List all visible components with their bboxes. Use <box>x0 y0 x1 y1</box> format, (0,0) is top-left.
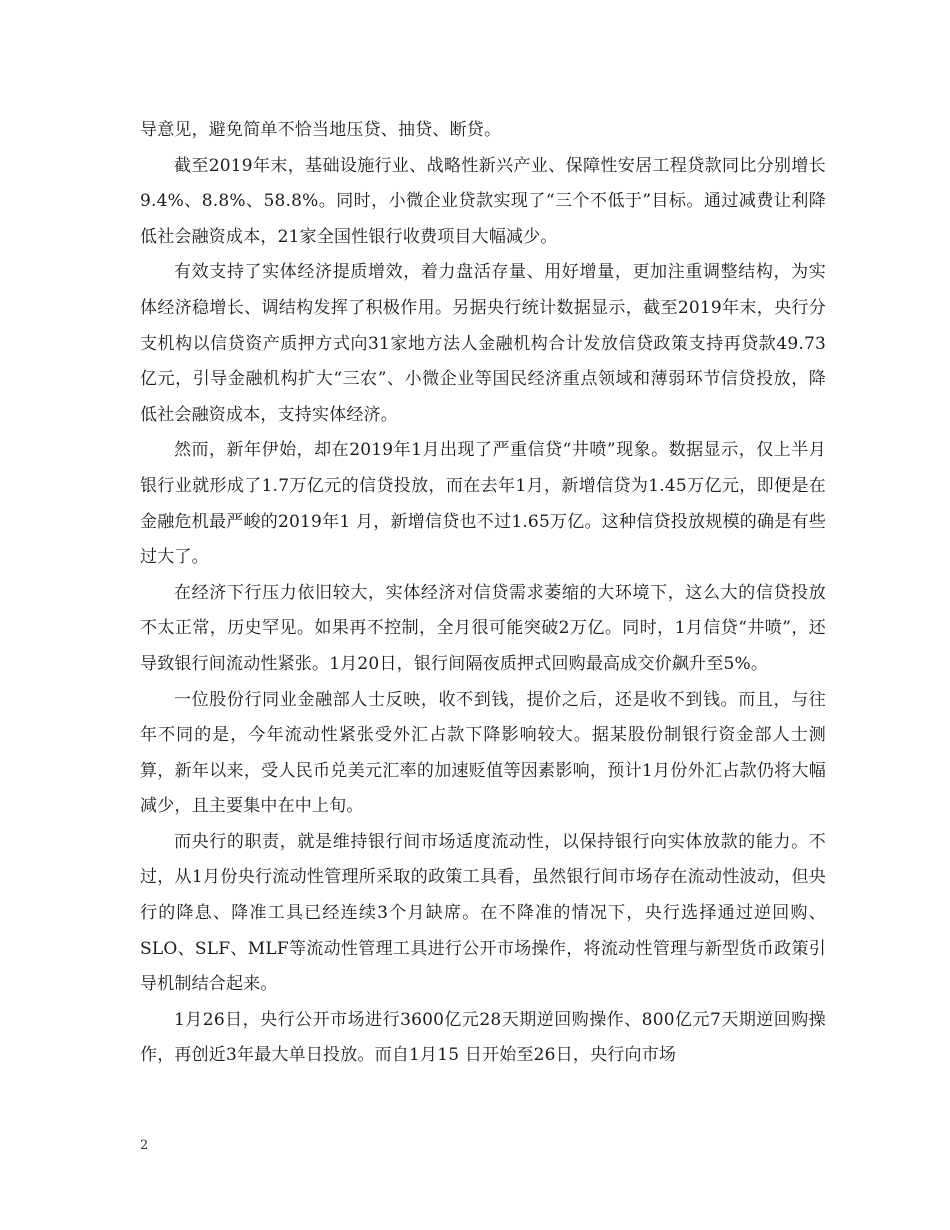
paragraph-3: 有效支持了实体经济提质增效，着力盘活存量、用好增量，更加注重调整结构，为实体经济稳增长、调结构发挥了积极作用。另据央行统计数据显示，截至2019年末，央行分支机构以信贷资产质押方式向31家地方法人金融机构合计发放信贷政策支持再贷款49.73亿元，引导金融机构扩大“三农”、小微企业等国民经济重点领域和薄弱环节信贷投放，降低社会融资成本，支持实体经济。 <box>140 262 826 425</box>
document-body <box>140 113 826 1074</box>
paragraph-4: 然而，新年伊始，却在2019年1月出现了严重信贷“井喷”现象。数据显示，仅上半月银行业就形成了1.7万亿元的信贷投放，而在去年1月，新增信贷为1.45万亿元，即便是在金融危机最严峻的2019年1 月，新增信贷也不过1.65万亿。这种信贷投放规模的确是有些过大了。 <box>140 440 826 568</box>
page-number: 2 <box>140 1138 149 1153</box>
paragraph-1: 导意见，避免简单不恰当地压贷、抽贷、断贷。 <box>140 120 502 140</box>
paragraph-8: 1月26日，央行公开市场进行3600亿元28天期逆回购操作、800亿元7天期逆回购操作，再创近3年最大单日投放。而自1月15 日开始至26日，央行向市场 <box>140 1009 826 1066</box>
paragraph-6: 一位股份行同业金融部人士反映，收不到钱，提价之后，还是收不到钱。而且，与往年不同的是，今年流动性紧张受外汇占款下降影响较大。据某股份制银行资金部人士测算，新年以来，受人民币兑美元汇率的加速贬值等因素影响，预计1月份外汇占款仍将大幅减少，且主要集中在中上旬。 <box>140 689 826 817</box>
paragraph-2: 截至2019年末，基础设施行业、战略性新兴产业、保障性安居工程贷款同比分别增长9.4%、8.8%、58.8%。同时，小微企业贷款实现了“三个不低于”目标。通过减费让利降低社会融资成本，21家全国性银行收费项目大幅减少。 <box>140 155 826 247</box>
paragraph-7: 而央行的职责，就是维持银行间市场适度流动性，以保持银行向实体放款的能力。不过，从1月份央行流动性管理所采取的政策工具看，虽然银行间市场存在流动性波动，但央行的降息、降准工具已经连续3个月缺席。在不降准的情况下，央行选择通过逆回购、SLO、SLF、MLF等流动性管理工具进行公开市场操作，将流动性管理与新型货币政策引导机制结合起来。 <box>140 831 826 995</box>
paragraph-5: 在经济下行压力依旧较大，实体经济对信贷需求萎缩的大环境下，这么大的信贷投放不太正常，历史罕见。如果再不控制，全月很可能突破2万亿。同时，1月信贷“井喷”，还导致银行间流动性紧张。1月20日，银行间隔夜质押式回购最高成交价飙升至5%。 <box>140 582 826 674</box>
